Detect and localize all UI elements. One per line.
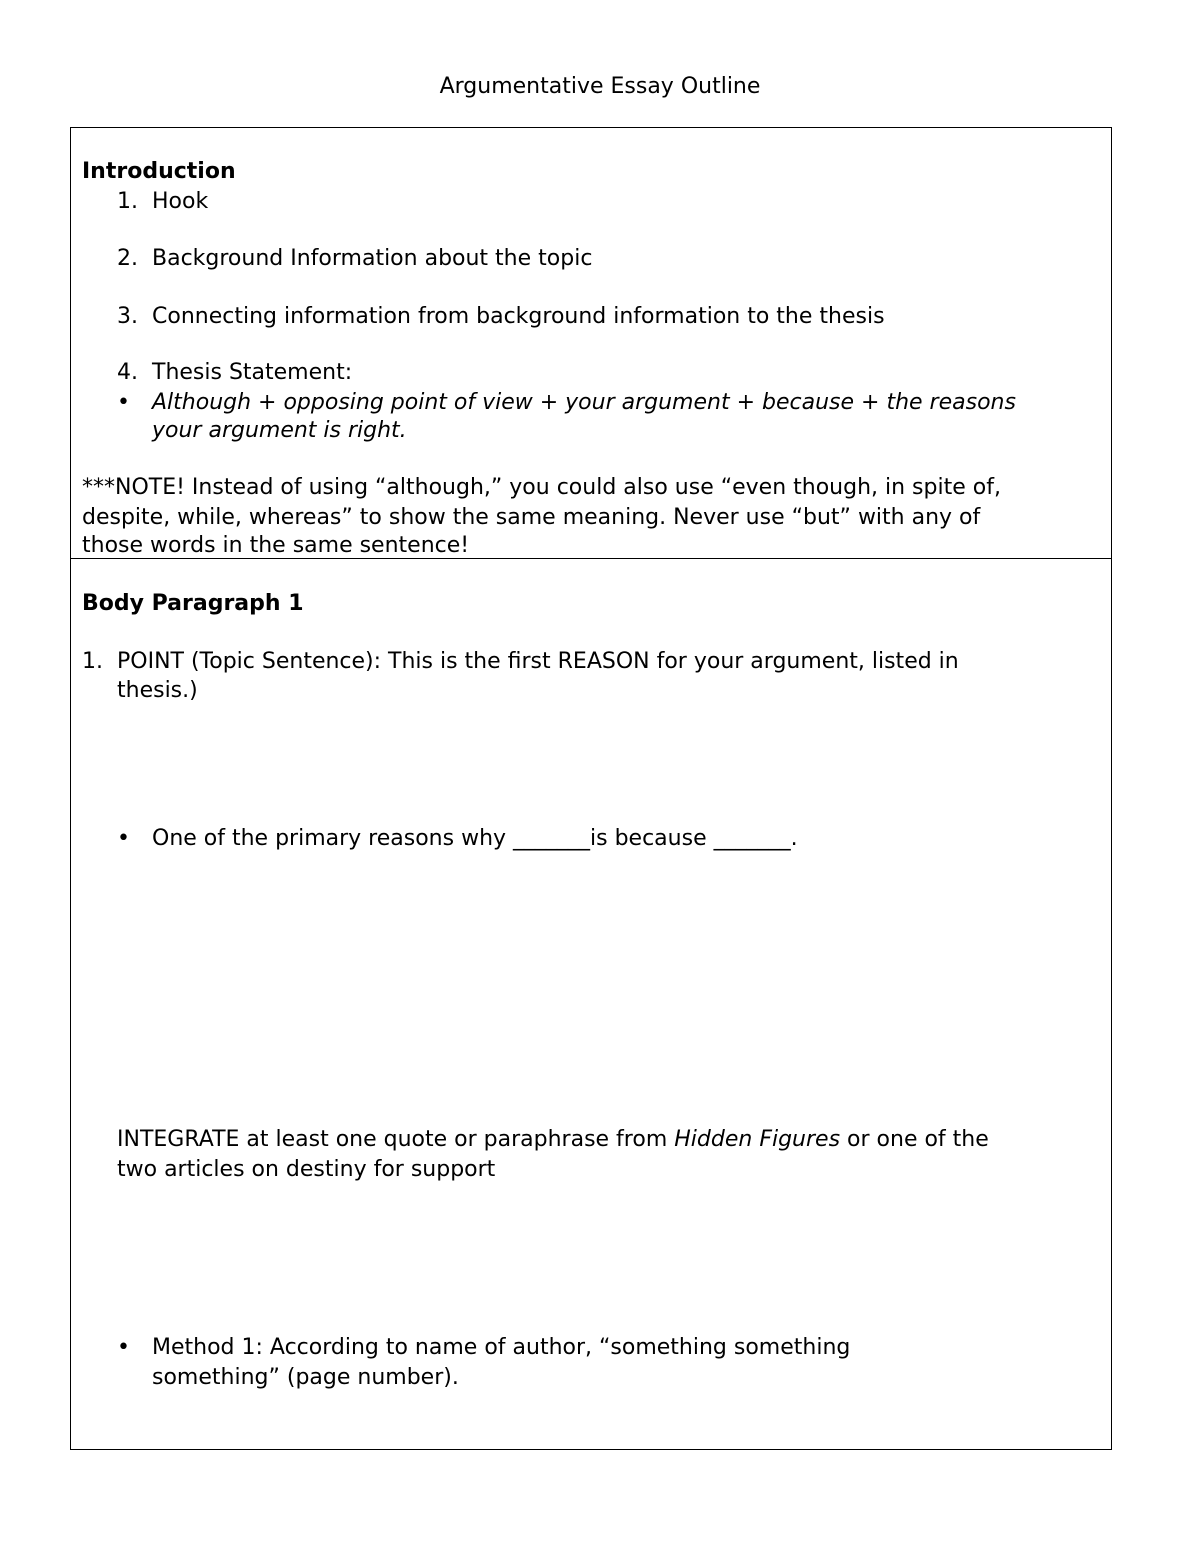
method-bullet-marker: • [117,1335,130,1360]
integrate-line-1: INTEGRATE at least one quote or paraphrase from Hidden Figures or one of the [117,1127,989,1152]
intro-item-1: 1. Hook [117,189,209,214]
point-number: 1. [82,649,103,674]
thesis-bullet-marker: • [117,390,130,415]
point-line-1: POINT (Topic Sentence): This is the first REASON for your argument, listed in [117,649,959,674]
outline-table [70,127,1112,1450]
note-line-2: despite, while, whereas” to show the same meaning. Never use “but” with any of [82,505,981,530]
thesis-formula-line-2: your argument is right. [152,418,407,443]
method-line-1: Method 1: According to name of author, “something something [152,1335,851,1360]
book-title: Hidden Figures [674,1127,841,1152]
note-line-3: those words in the same sentence! [82,533,470,558]
reason-sentence-frame: One of the primary reasons why _______is because _______. [152,826,798,851]
thesis-formula-line-1: Although + opposing point of view + your argument + because + the reasons [152,390,1016,415]
intro-item-3: 3. Connecting information from background information to the thesis [117,304,885,329]
integrate-line-2: two articles on destiny for support [117,1157,496,1182]
intro-item-2: 2. Background Information about the topic [117,246,593,271]
note-line-1: ***NOTE! Instead of using “although,” you could also use “even though, in spite of, [82,475,1001,500]
intro-item-4: 4. Thesis Statement: [117,360,353,385]
body-paragraph-1-heading: Body Paragraph 1 [82,591,304,616]
section-divider [71,558,1111,559]
introduction-heading: Introduction [82,159,236,184]
point-line-2: thesis.) [117,678,198,703]
method-line-2: something” (page number). [152,1365,459,1390]
page-title: Argumentative Essay Outline [439,74,761,99]
reason-bullet-marker: • [117,826,130,851]
